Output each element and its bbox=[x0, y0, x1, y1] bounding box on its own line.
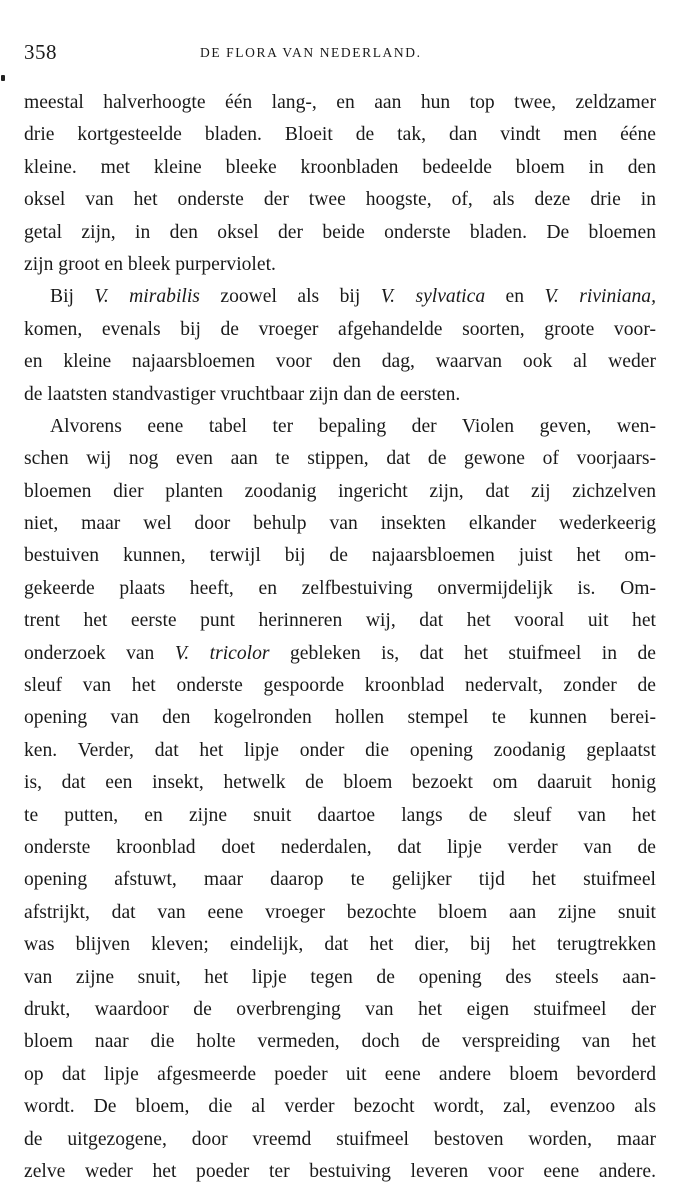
text-segment: was blijven kleven; eindelijk, dat het dier, bij het terugtrekken bbox=[24, 934, 656, 956]
text-segment: bloem naar die holte vermeden, doch de verspreiding van het bbox=[24, 1031, 656, 1053]
text-line bbox=[24, 864, 656, 896]
italic-species-name: V. sylvatica bbox=[380, 286, 486, 308]
italic-species-name: V. mirabilis bbox=[94, 286, 200, 308]
text-segment: schen wij nog even aan te stippen, dat de gewone of voorjaars- bbox=[24, 448, 656, 470]
text-segment: sleuf van het onderste gespoorde kroonblad nedervalt, zonder de bbox=[24, 675, 656, 697]
text-line bbox=[24, 1026, 656, 1058]
text-line bbox=[24, 281, 656, 313]
text-line bbox=[24, 605, 656, 637]
text-segment: zijn groot en bleek purperviolet. bbox=[24, 253, 276, 275]
text-segment: gebleken is, dat het stuifmeel in de bbox=[269, 642, 656, 664]
text-line bbox=[24, 476, 656, 508]
text-segment: opening afstuwt, maar daarop te gelijker tijd het stuifmeel bbox=[24, 869, 656, 891]
text-segment: Alvorens eene tabel ter bepaling der Violen geven, wen- bbox=[50, 415, 656, 437]
text-segment: drie kortgesteelde bladen. Bloeit de tak, dan vindt men ééne bbox=[24, 124, 656, 146]
text-segment: is, dat een insekt, hetwelk de bloem bezoekt om daaruit honig bbox=[24, 772, 656, 794]
text-segment: onderste kroonblad doet nederdalen, dat lipje verder van de bbox=[24, 836, 656, 858]
italic-species-name: V. riviniana, bbox=[544, 286, 656, 308]
text-line bbox=[24, 929, 656, 961]
text-line bbox=[24, 1091, 656, 1123]
text-segment: zoowel als bij bbox=[199, 286, 381, 308]
running-head: DE FLORA VAN NEDERLAND. bbox=[200, 45, 422, 60]
text-line bbox=[24, 346, 656, 378]
text-line bbox=[24, 897, 656, 929]
text-line bbox=[24, 767, 656, 799]
text-segment: op dat lipje afgesmeerde poeder uit eene andere bloem bevorderd bbox=[24, 1063, 656, 1085]
text-segment: en bbox=[485, 286, 545, 308]
text-line bbox=[24, 1124, 656, 1156]
text-segment: zelve weder het poeder ter bestuiving leveren voor eene andere. bbox=[24, 1160, 656, 1182]
text-line bbox=[24, 994, 656, 1026]
text-line bbox=[24, 670, 656, 702]
body-text bbox=[24, 87, 656, 1188]
text-line bbox=[24, 314, 656, 346]
text-line bbox=[24, 152, 656, 184]
text-segment: Bij bbox=[50, 286, 95, 308]
text-line bbox=[24, 540, 656, 572]
text-segment: en kleine najaarsbloemen voor den dag, waarvan ook al weder bbox=[24, 351, 656, 373]
text-line bbox=[24, 443, 656, 475]
text-line bbox=[24, 249, 656, 281]
text-line bbox=[24, 184, 656, 216]
text-line bbox=[24, 508, 656, 540]
page-header bbox=[24, 40, 656, 70]
text-segment: afstrijkt, dat van eene vroeger bezochte bloem aan zijne snuit bbox=[24, 901, 656, 923]
page-number: 358 bbox=[24, 40, 57, 64]
text-segment: de uitgezogene, door vreemd stuifmeel bestoven worden, maar bbox=[24, 1128, 656, 1150]
text-line bbox=[24, 379, 656, 411]
text-segment: ken. Verder, dat het lipje onder die opening zoodanig geplaatst bbox=[24, 739, 656, 761]
text-segment: drukt, waardoor de overbrenging van het eigen stuifmeel der bbox=[24, 998, 656, 1020]
text-segment: meestal halverhoogte één lang-, en aan hun top twee, zeldzamer bbox=[24, 92, 656, 113]
text-line bbox=[24, 832, 656, 864]
margin-mark bbox=[1, 75, 5, 81]
text-line bbox=[24, 119, 656, 151]
text-segment: van zijne snuit, het lipje tegen de opening des steels aan- bbox=[24, 966, 656, 988]
text-segment: opening van den kogelronden hollen stempel te kunnen berei- bbox=[24, 707, 656, 729]
text-line bbox=[24, 702, 656, 734]
text-segment: komen, evenals bij de vroeger afgehandelde soorten, groote voor- bbox=[24, 318, 656, 340]
text-segment: niet, maar wel door behulp van insekten elkander wederkeerig bbox=[24, 513, 656, 535]
text-segment: kleine. met kleine bleeke kroonbladen bedeelde bloem in den bbox=[24, 156, 656, 178]
text-line bbox=[24, 217, 656, 249]
text-line bbox=[24, 1059, 656, 1091]
text-line bbox=[24, 735, 656, 767]
italic-species-name: V. tricolor bbox=[174, 642, 270, 664]
text-line bbox=[24, 638, 656, 670]
text-line bbox=[24, 800, 656, 832]
text-segment: bloemen dier planten zoodanig ingericht zijn, dat zij zichzelven bbox=[24, 480, 656, 502]
text-segment: getal zijn, in den oksel der beide onderste bladen. De bloemen bbox=[24, 221, 656, 243]
text-line bbox=[24, 1156, 656, 1188]
text-segment: gekeerde plaats heeft, en zelfbestuiving onvermijdelijk is. Om- bbox=[24, 577, 656, 599]
text-segment: te putten, en zijne snuit daartoe langs de sleuf van het bbox=[24, 804, 656, 826]
text-line bbox=[24, 411, 656, 443]
text-segment: de laatsten standvastiger vruchtbaar zijn dan de eersten. bbox=[24, 383, 461, 405]
text-segment: wordt. De bloem, die al verder bezocht wordt, zal, evenzoo als bbox=[24, 1096, 656, 1118]
text-segment: trent het eerste punt herinneren wij, dat het vooral uit het bbox=[24, 610, 656, 632]
text-segment: oksel van het onderste der twee hoogste, of, als deze drie in bbox=[24, 189, 656, 211]
text-line bbox=[24, 962, 656, 994]
text-segment: onderzoek van bbox=[24, 642, 175, 664]
text-line bbox=[24, 573, 656, 605]
text-line bbox=[24, 87, 656, 119]
text-segment: bestuiven kunnen, terwijl bij de najaarsbloemen juist het om- bbox=[24, 545, 656, 567]
